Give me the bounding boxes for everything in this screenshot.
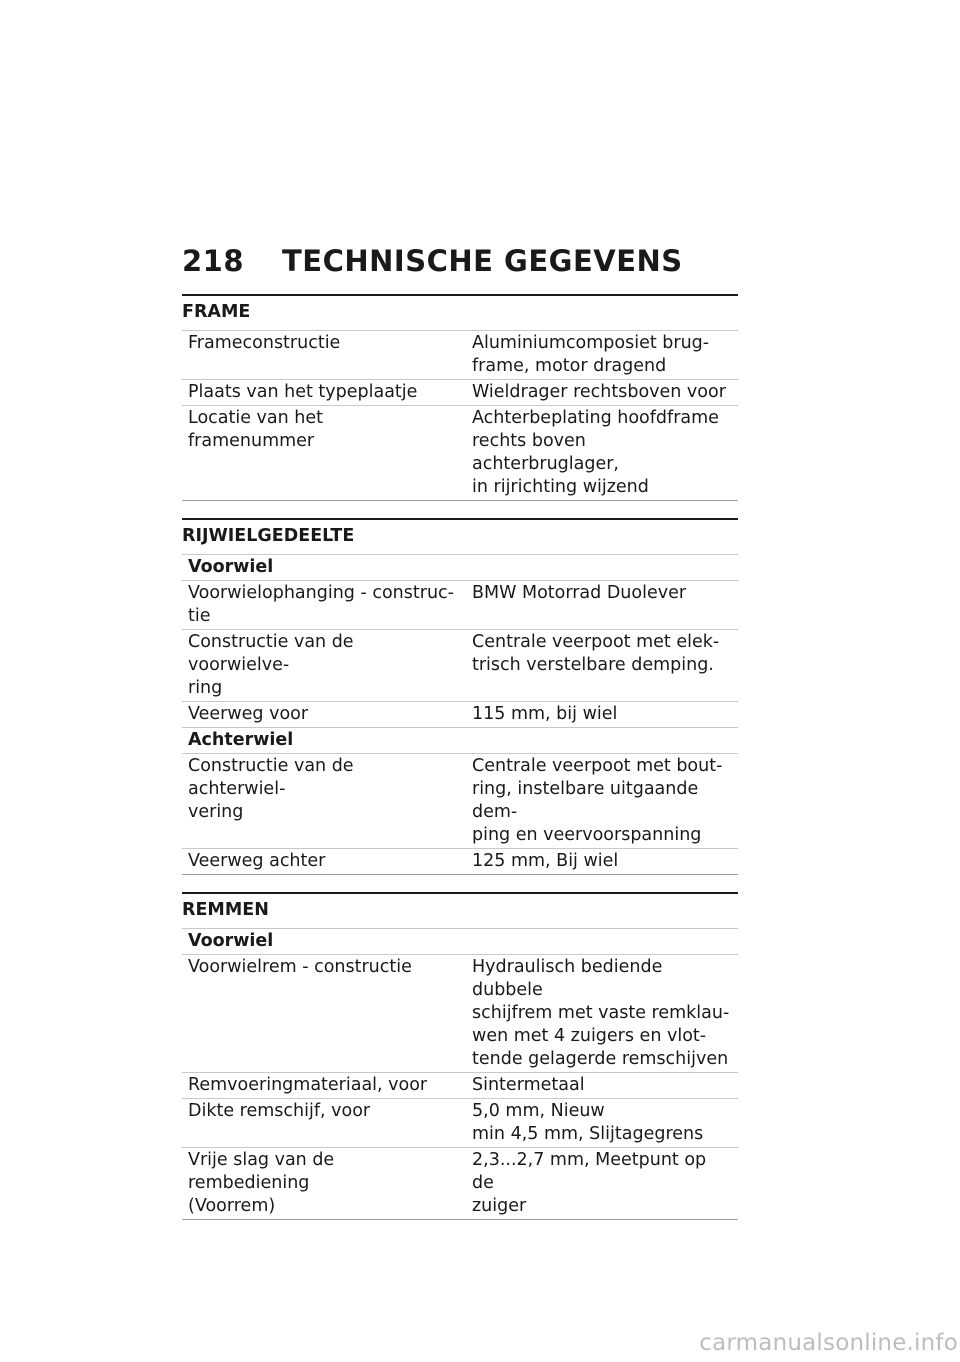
subheading-row <box>182 555 738 581</box>
spec-value <box>460 955 738 1073</box>
spec-value-line: 2,3...2,7 mm, Meetpunt op de <box>472 1150 707 1193</box>
spec-label <box>182 702 460 728</box>
spec-label-line: Constructie van de achterwiel- <box>188 756 354 799</box>
spec-value-line: rechts boven achterbruglager, <box>472 431 619 474</box>
spec-row <box>182 1099 738 1148</box>
page-heading: TECHNISCHE GEGEVENS <box>282 244 683 278</box>
spec-value-line: schijfrem met vaste remklau- <box>472 1003 730 1023</box>
spec-value <box>460 380 738 406</box>
spec-value-line: in rijrichting wijzend <box>472 477 649 497</box>
spec-value-line: 125 mm, Bij wiel <box>472 851 619 871</box>
spec-label <box>182 331 460 380</box>
spec-label-line: Constructie van de voorwielve- <box>188 632 354 675</box>
spec-row <box>182 702 738 728</box>
spec-label-line: (Voorrem) <box>188 1196 276 1216</box>
spec-section <box>182 294 738 501</box>
spec-label <box>182 1073 460 1099</box>
spec-label-line: tie <box>188 606 211 626</box>
spec-value-line: Achterbeplating hoofdframe <box>472 408 719 428</box>
spec-value-line: Hydraulisch bediende dubbele <box>472 957 663 1000</box>
spec-table <box>182 554 738 875</box>
spec-value-line: tende gelagerde remschijven <box>472 1049 729 1069</box>
spec-row <box>182 406 738 501</box>
spec-table <box>182 330 738 501</box>
spec-subheading: Voorwiel <box>182 555 738 581</box>
spec-row <box>182 380 738 406</box>
spec-label <box>182 1099 460 1148</box>
spec-value-line: min 4,5 mm, Slijtagegrens <box>472 1124 704 1144</box>
spec-label-line: Plaats van het typeplaatje <box>188 382 418 402</box>
spec-row <box>182 849 738 875</box>
section-heading: FRAME <box>182 294 738 330</box>
spec-label-line: Veerweg achter <box>188 851 326 871</box>
spec-value <box>460 331 738 380</box>
spec-row <box>182 630 738 702</box>
spec-subheading: Voorwiel <box>182 929 738 955</box>
spec-label <box>182 955 460 1073</box>
spec-value-line: Centrale veerpoot met elek- <box>472 632 720 652</box>
spec-row <box>182 331 738 380</box>
spec-value <box>460 1099 738 1148</box>
spec-table <box>182 928 738 1220</box>
spec-row <box>182 955 738 1073</box>
spec-section <box>182 518 738 875</box>
spec-label <box>182 581 460 630</box>
spec-row <box>182 754 738 849</box>
spec-label <box>182 1148 460 1220</box>
spec-label-line: Frameconstructie <box>188 333 341 353</box>
spec-value-line: Wieldrager rechtsboven voor <box>472 382 726 402</box>
spec-value <box>460 754 738 849</box>
spec-value-line: Aluminiumcomposiet brug- <box>472 333 710 353</box>
spec-value-line: trisch verstelbare demping. <box>472 655 714 675</box>
spec-value <box>460 702 738 728</box>
subheading-row <box>182 929 738 955</box>
section-heading: REMMEN <box>182 892 738 928</box>
spec-label <box>182 754 460 849</box>
spec-value-line: ring, instelbare uitgaande dem- <box>472 779 699 822</box>
spec-label <box>182 849 460 875</box>
spec-value <box>460 1148 738 1220</box>
watermark-text: carmanualsonline.info <box>699 1330 958 1356</box>
spec-label-line: Dikte remschijf, voor <box>188 1101 371 1121</box>
spec-value-line: Centrale veerpoot met bout- <box>472 756 723 776</box>
spec-value-line: zuiger <box>472 1196 527 1216</box>
spec-label-line: Remvoeringmateriaal, voor <box>188 1075 428 1095</box>
section-heading: RIJWIELGEDEELTE <box>182 518 738 554</box>
spec-value <box>460 849 738 875</box>
spec-value <box>460 630 738 702</box>
spec-value <box>460 406 738 501</box>
spec-label <box>182 630 460 702</box>
spec-section <box>182 892 738 1220</box>
spec-label-line: vering <box>188 802 244 822</box>
spec-label-line: Voorwielophanging - construc- <box>188 583 454 603</box>
spec-value-line: frame, motor dragend <box>472 356 667 376</box>
spec-value-line: ping en veervoorspanning <box>472 825 702 845</box>
spec-value-line: 115 mm, bij wiel <box>472 704 618 724</box>
spec-content <box>182 294 738 1237</box>
spec-label <box>182 406 460 501</box>
spec-value-line: Sintermetaal <box>472 1075 585 1095</box>
spec-label-line: Locatie van het framenummer <box>188 408 324 451</box>
spec-value-line: 5,0 mm, Nieuw <box>472 1101 605 1121</box>
spec-value-line: BMW Motorrad Duolever <box>472 583 687 603</box>
spec-value <box>460 1073 738 1099</box>
spec-value <box>460 581 738 630</box>
spec-label-line: Vrije slag van de rembediening <box>188 1150 335 1193</box>
page-title <box>182 243 738 279</box>
spec-subheading: Achterwiel <box>182 728 738 754</box>
subheading-row <box>182 728 738 754</box>
spec-row <box>182 1073 738 1099</box>
spec-label-line: Voorwielrem - constructie <box>188 957 412 977</box>
spec-label-line: Veerweg voor <box>188 704 309 724</box>
spec-label <box>182 380 460 406</box>
spec-row <box>182 581 738 630</box>
spec-value-line: wen met 4 zuigers en vlot- <box>472 1026 707 1046</box>
spec-row <box>182 1148 738 1220</box>
spec-label-line: ring <box>188 678 223 698</box>
page-number: 218 <box>182 244 245 278</box>
